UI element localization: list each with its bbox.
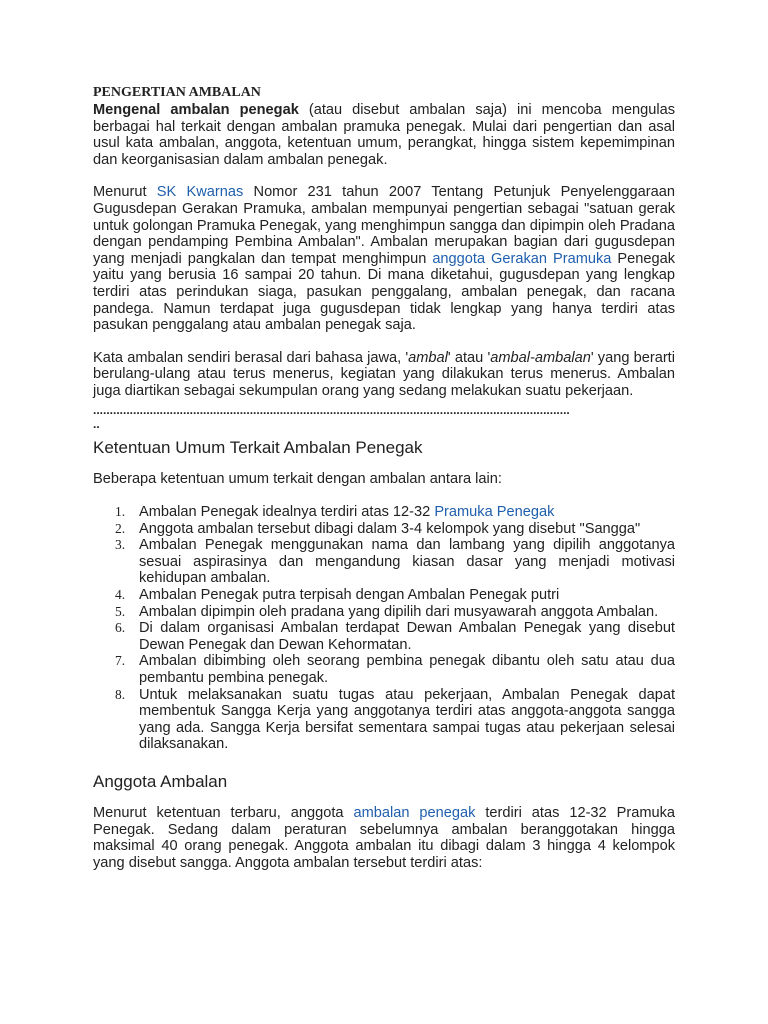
list-item-text: Untuk melaksanakan suatu tugas atau pekerjaan, Ambalan Penegak dapat membentuk Sangga Kerja yang anggotanya terdiri atas anggota-anggota sangga yang ada. Sangga Kerja bersifat sementara sampai tugas atau pekerjaan selesai dilaksanakan. — [139, 686, 675, 753]
list-number: 8. — [115, 686, 126, 702]
etymology-text-b: ' atau ' — [447, 349, 491, 366]
ambalan-penegak-link[interactable]: ambalan penegak — [353, 805, 476, 821]
list-number: 5. — [115, 603, 126, 619]
list-item-text: Ambalan dipimpin oleh pradana yang dipilih dari musyawarah anggota Ambalan. — [139, 603, 659, 620]
list-item — [115, 653, 675, 687]
etymology-text-c: ' yang berarti berulang-ulang atau terus menerus, kegiatan yang dilakukan terus menerus. Ambalan juga diartikan sebagai sekumpulan orang yang sedang melakukan suatu pekerjaan. — [93, 349, 675, 399]
intro-bold-lead: Mengenal ambalan penegak — [93, 102, 299, 118]
sk-kwarnas-link[interactable]: SK Kwarnas — [156, 184, 244, 201]
list-item-text: Ambalan Penegak putra terpisah dengan Ambalan Penegak putri — [139, 587, 560, 604]
document-title: PENGERTIAN AMBALAN — [93, 85, 261, 100]
list-item-text: Ambalan Penegak idealnya terdiri atas 12-32 — [139, 504, 435, 521]
list-item-text: Di dalam organisasi Ambalan terdapat Dewan Ambalan Penegak yang disebut Dewan Penegak dan Dewan Kehormatan. — [139, 620, 675, 653]
list-number: 1. — [115, 504, 126, 520]
anggota-paragraph — [93, 805, 675, 871]
pramuka-penegak-link[interactable]: Pramuka Penegak — [434, 504, 555, 521]
etymology-italic-ambal: ambal — [408, 349, 448, 366]
etymology-italic-ambal-ambalan: ambal-ambalan — [490, 349, 591, 366]
list-number: 4. — [115, 587, 126, 603]
definition-paragraph — [93, 184, 675, 333]
heading-anggota-ambalan: Anggota Ambalan — [93, 772, 228, 791]
intro-text: (atau disebut ambalan saja) ini mencoba mengulas berbagai hal terkait dengan ambalan pramuka penegak. Mulai dari pengertian dan asal usul kata ambalan, anggota, ketentuan umum, perangkat, hingga sistem kepemimpinan dan keorganisasian dalam ambalan penegak. — [93, 102, 675, 168]
definition-text-c: Penegak yaitu yang berusia 16 sampai 20 tahun. Di mana diketahui, gugusdepan yang lengkap terdiri atas perindukan siaga, pasukan penggalang, ambalan penegak, dan racana pandega. Namun terdapat juga gugusdepan tidak lengkap yang hanya terdiri atas pasukan penggalang atau ambalan penegak saja. — [93, 250, 675, 334]
list-item — [115, 537, 675, 587]
dotted-separator: ............................................................................................................................................... — [93, 402, 570, 417]
list-item-text: Anggota ambalan tersebut dibagi dalam 3-4 kelompok yang disebut "Sangga" — [139, 520, 641, 537]
etymology-text-a: Kata ambalan sendiri berasal dari bahasa jawa, ' — [93, 349, 409, 366]
list-item-text: Ambalan dibimbing oleh seorang pembina penegak dibantu oleh satu atau dua pembantu pembina penegak. — [139, 653, 675, 687]
heading-ketentuan-umum: Ketentuan Umum Terkait Ambalan Penegak — [93, 437, 423, 457]
definition-text-a: Menurut — [93, 184, 157, 201]
list-item — [115, 620, 675, 653]
anggota-gerakan-pramuka-link[interactable]: anggota Gerakan Pramuka — [432, 250, 612, 267]
anggota-text-a: Menurut ketentuan terbaru, anggota — [93, 805, 354, 821]
list-item — [115, 504, 675, 521]
anggota-text-b: terdiri atas 12-32 Pramuka Penegak. Sedang dalam peraturan sebelumnya ambalan beranggotakan hingga maksimal 40 orang penegak. Anggota ambalan itu dibagi dalam 3 hingga 4 kelompok yang disebut sangga. Anggota ambalan tersebut terdiri atas: — [93, 805, 676, 871]
intro-paragraph — [93, 102, 675, 168]
etymology-paragraph — [93, 350, 675, 400]
list-item-text: Ambalan Penegak menggunakan nama dan lambang yang dipilih anggotanya sesuai aspirasinya dan mengandung kiasan dasar yang menjadi motivasi kehidupan ambalan. — [139, 537, 675, 587]
ketentuan-list — [93, 504, 675, 753]
list-number: 7. — [115, 653, 126, 669]
list-number: 6. — [115, 620, 126, 636]
definition-text-b: Nomor 231 tahun 2007 Tentang Petunjuk Penyelenggaraan Gugusdepan Gerakan Pramuka, ambalan mempunyai pengertian sebagai "satuan gerak untuk golongan Pramuka Penegak, yang menghimpun sangga dan dipimpin oleh Pradana dengan pendamping Pembina Ambalan". Ambalan merupakan bagian dari gugusdepan yang menjadi pangkalan dan tempat menghimpun — [93, 184, 675, 267]
list-item — [115, 520, 675, 538]
list-item — [115, 603, 675, 621]
list-number: 3. — [115, 537, 126, 553]
list-number: 2. — [115, 520, 126, 536]
list-intro: Beberapa ketentuan umum terkait dengan ambalan antara lain: — [93, 470, 502, 487]
list-item — [115, 587, 675, 604]
list-item — [115, 686, 675, 753]
dotted-separator-tail: .. — [93, 416, 100, 431]
